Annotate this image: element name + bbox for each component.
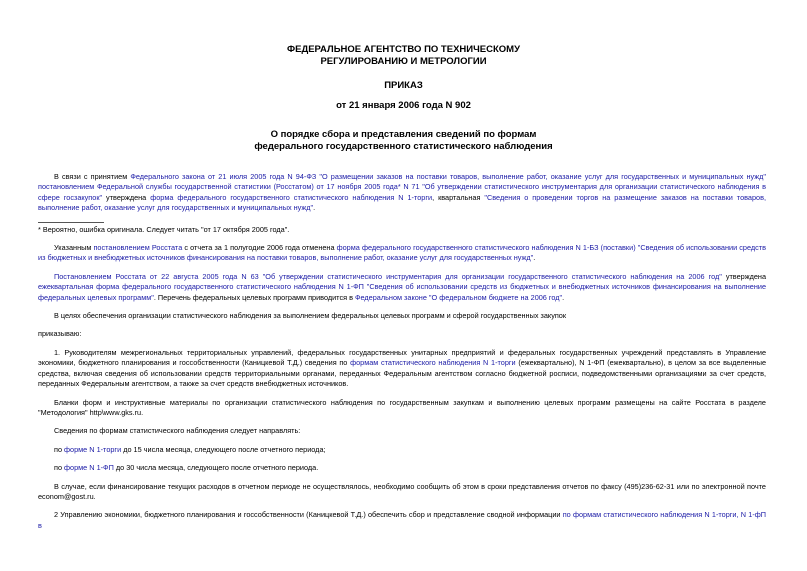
paragraph-send-info: Сведения по формам статистического наблюдения следует направлять: <box>54 426 301 436</box>
footnote: * Вероятно, ошибка оригинала. Следует читать "от 17 октября 2005 года". <box>38 224 290 234</box>
text: по <box>54 444 65 454</box>
form-n1-torgi-link[interactable]: форме N 1-торги <box>64 444 122 454</box>
footnote-divider <box>38 222 104 223</box>
text: Указанным <box>54 243 94 253</box>
doc-type: ПРИКАЗ <box>384 80 423 91</box>
text: с отчета за 1 полугодие 2006 года отменена <box>182 243 337 253</box>
agency-line-1: ФЕДЕРАЛЬНОЕ АГЕНТСТВО ПО ТЕХНИЧЕСКОМУ <box>287 44 520 55</box>
text: до 15 числа месяца, следующего после отчетного периода; <box>121 444 326 454</box>
forms-1-torgi-1-fp-link[interactable]: по формам статистического наблюдения N 1-торги, N 1-фП в <box>38 510 766 530</box>
rosstat-resolution-71-link[interactable]: постановлением Федеральной службы государственной статистики (Росстатом) от 17 ноября 2005 года* N 71 "Об утверждении статистического инструментария для организации статистического наблюдения в сфере госзакупок" <box>38 182 766 202</box>
text: по <box>54 463 65 473</box>
budget-law-2006-link[interactable]: Федеральном законе "О федеральном бюджете на 2006 год" <box>354 292 563 302</box>
paragraph-4: В целях обеспечения организации статистического наблюдения за выполнением федеральных целевых программ и сферой государственных закупок <box>54 311 567 321</box>
paragraph-2 <box>38 243 766 264</box>
rosstat-resolution-63-link[interactable]: Постановлением Росстата от 22 августа 2005 года N 63 "Об утверждении статистического инструментария для организации государственного статистического наблюдения на 2006 год" <box>54 271 722 281</box>
paragraph-forms-website: Бланки форм и инструктивные материалы по организации статистического наблюдения по государственным закупкам и выполнению целевых программ размещены на сайте Росстата в разделе "Методология" http\www.gks.ru. <box>38 397 766 417</box>
doc-title-line-2: федерального государственного статистического наблюдения <box>254 141 553 152</box>
forms-1-torgi-link[interactable]: формам статистического наблюдения N 1-торги <box>350 358 516 368</box>
paragraph-item-1 <box>38 348 766 390</box>
rosstat-resolution-link[interactable]: постановлением Росстата <box>93 243 183 253</box>
text: до 30 числа месяца, следующего после отчетного периода. <box>113 463 319 473</box>
form-1-bz-link[interactable]: форма федерального государственного статистического наблюдения N 1-БЗ (поставки) "Сведения об использовании средств из бюджетных и внебюджетных источников финансирования на поставки товаров, выполнение работ, оказание услуг для государственных нужд" <box>38 243 766 263</box>
doc-date-number: от 21 января 2006 года N 902 <box>336 100 471 111</box>
text: 2 Управлению экономики, бюджетного планирования и госсобственности (Каницкевой Т.Д.) обеспечить сбор и представление сводной информации <box>54 510 563 520</box>
doc-title <box>0 129 807 153</box>
form-1-torgi-link[interactable]: форма федерального государственного статистического наблюдения N 1-торги <box>150 192 433 202</box>
text: , квартальная <box>432 192 485 202</box>
text: утверждена <box>721 271 767 281</box>
agency-heading <box>0 44 807 68</box>
text: (ежеквартально), N 1-ФП (ежеквартально), в целом за все выделенные средства, включая сведения об использовании средств территориальными органами, переданных Федеральным агентством согласно бюджетной росписи, подведомственными организациями за счет средств, переданных Федеральным агентством, а также за счет средств внебюджетных источников. <box>38 358 766 389</box>
paragraph-3 <box>38 272 766 303</box>
paragraph-no-financing: В случае, если финансирование текущих расходов в отчетном периоде не осуществлялось, необходимо сообщить об этом в сроки представления отчетов по факсу (495)236-62-31 или по электронной почте econom@gost.ru. <box>38 481 766 501</box>
paragraph-order: приказываю: <box>38 329 82 339</box>
paragraph-item-2 <box>38 510 766 531</box>
text: . Перечень федеральных целевых программ приводится в <box>153 292 355 302</box>
text: . <box>562 292 565 302</box>
text: 1. Руководителям межрегиональных территориальных управлений, федеральных государственных унитарных предприятий и федеральных государственных учреждений представлять в Управление экономики, бюджетного планирования и госсобственности (Каницкевой Т.Д.) сведения по <box>38 347 766 368</box>
law-94fz-link[interactable]: Федерального закона от 21 июля 2005 года N 94-ФЗ "О размещении заказов на поставки товаров, выполнение работ, оказание услуг для государственных и муниципальных нужд" <box>130 172 766 181</box>
agency-line-2: РЕГУЛИРОВАНИЮ И МЕТРОЛОГИИ <box>320 56 487 67</box>
paragraph-1 <box>38 172 766 214</box>
paragraph-deadline-fp <box>38 463 766 473</box>
document-body <box>38 172 766 539</box>
torgi-info-link[interactable]: "Сведения о проведении торгов на размещение заказов на поставки товаров, выполнение работ, оказание услуг для государственных и муниципальных нужд" <box>38 192 766 213</box>
text: . <box>313 203 316 213</box>
text: . <box>533 253 536 263</box>
form-n1-fp-link[interactable]: форме N 1-ФП <box>64 463 114 473</box>
form-1-fp-link[interactable]: ежеквартальная форма федерального государственного статистического наблюдения N 1-ФП "Сведения об использовании средств из бюджетных и внебюджетных источников финансирования на выполнение федеральных целевых программ" <box>38 282 766 302</box>
text: В связи с принятием <box>54 172 131 181</box>
text: утверждена <box>102 192 151 202</box>
doc-title-line-1: О порядке сбора и представления сведений по формам <box>270 129 537 140</box>
paragraph-deadline-torgi <box>38 445 766 455</box>
